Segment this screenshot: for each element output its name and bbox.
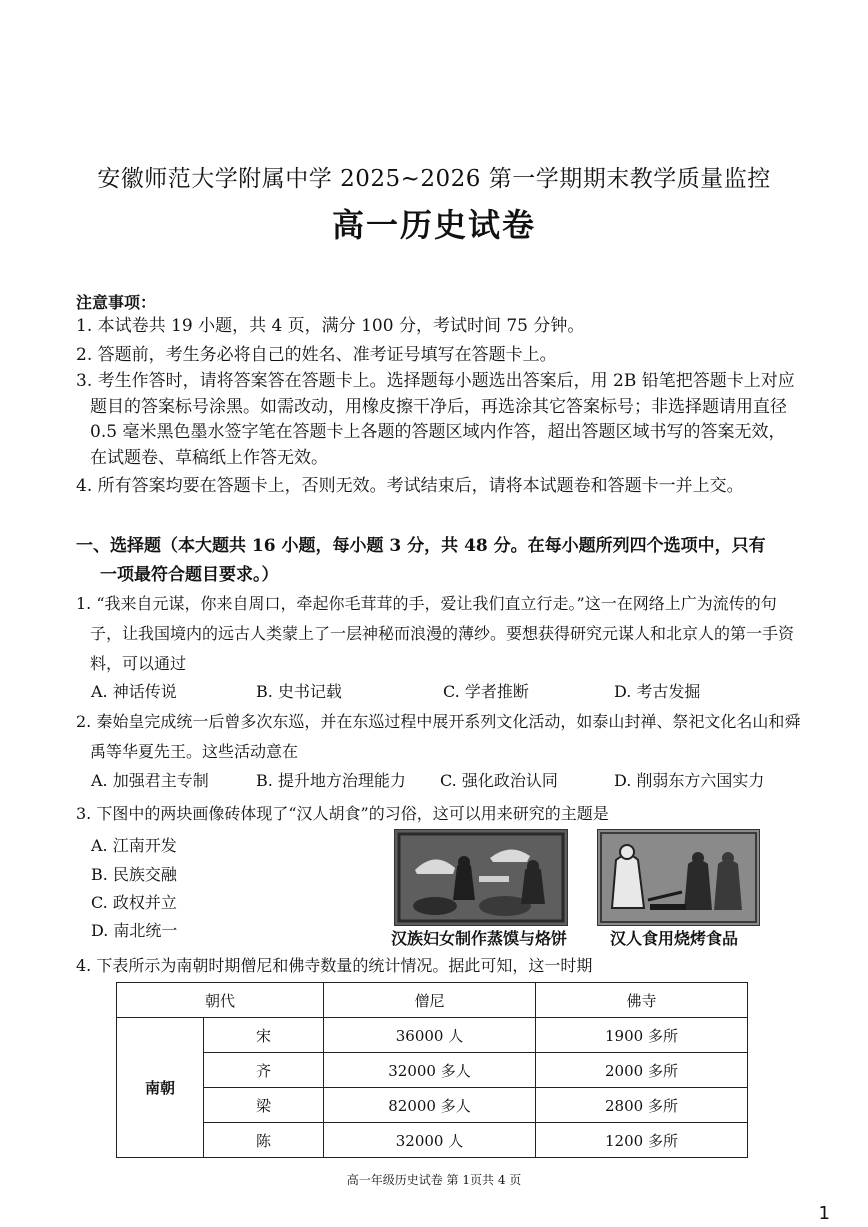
table-row xyxy=(117,1123,748,1158)
brick-image-cooking xyxy=(394,829,568,926)
section-heading: 一、选择题（本大题共 16 小题，每小题 3 分，共 48 分。在每小题所列四个选项中，只有 一项最符合题目要求。） xyxy=(76,536,766,585)
table-group-label: 南朝 xyxy=(117,1018,204,1158)
q2-option-a: A. 加强君主专制 xyxy=(91,771,209,790)
note-item: 3. 考生作答时，请将答案答在答题卡上。选择题每小题选出答案后，用 2B 铅笔把答题卡上对应题目的答案标号涂黑。如需改动，用橡皮擦干净后，再选涂其它答案标号；非选择题请用直径 0.5 毫米黑色墨水签字笔在答题卡上各题的答题区域内作答，超出答题区域书写的答案无效，在试题卷、草稿纸上作答无效。 xyxy=(76,371,795,468)
table-header-dynasty: 朝代 xyxy=(117,983,324,1018)
q3-option-c: C. 政权并立 xyxy=(91,893,177,912)
page-footer: 高一年级历史试卷 第 1页共 4 页 xyxy=(346,1173,522,1187)
table-row xyxy=(117,1053,748,1088)
table-cell-monks: 36000 人 xyxy=(324,1018,536,1053)
note-item: 2. 答题前，考生务必将自己的姓名、准考证号填写在答题卡上。 xyxy=(76,345,557,365)
q3-option-b: B. 民族交融 xyxy=(91,865,177,884)
question-3-stem: 3. 下图中的两块画像砖体现了“汉人胡食”的习俗，这可以用来研究的主题是 xyxy=(76,804,609,823)
question-4-stem: 4. 下表所示为南朝时期僧尼和佛寺数量的统计情况。据此可知，这一时期 xyxy=(76,956,593,975)
table-cell-temples: 1900 多所 xyxy=(536,1018,748,1053)
table-cell-temples: 1200 多所 xyxy=(536,1123,748,1158)
table-header-temples: 佛寺 xyxy=(536,983,748,1018)
q1-option-a: A. 神话传说 xyxy=(91,682,177,701)
brick-caption-2: 汉人食用烧烤食品 xyxy=(610,929,739,948)
question-2-stem: 2. 秦始皇完成统一后曾多次东巡，并在东巡过程中展开系列文化活动，如泰山封禅、祭祀文化名山和舜禹等华夏先王。这些活动意在 xyxy=(76,712,801,761)
note-item: 4. 所有答案均要在答题卡上，否则无效。考试结束后，请将本试题卷和答题卡一并上交。 xyxy=(76,476,744,496)
table-cell-monks: 32000 多人 xyxy=(324,1053,536,1088)
q2-option-b: B. 提升地方治理能力 xyxy=(256,771,406,790)
q3-option-a: A. 江南开发 xyxy=(91,836,177,855)
table-header-row xyxy=(117,983,748,1018)
q1-option-d: D. 考古发掘 xyxy=(614,682,701,701)
exam-title: 高一历史试卷 xyxy=(331,206,536,244)
brick-image-cooking-drawing xyxy=(395,830,567,925)
brick-image-grilling xyxy=(597,829,760,926)
table-row xyxy=(117,1088,748,1123)
table-row xyxy=(117,1018,748,1053)
monks-temples-table xyxy=(116,982,748,1158)
table-cell-monks: 32000 人 xyxy=(324,1123,536,1158)
q3-option-d: D. 南北统一 xyxy=(91,921,178,940)
q1-option-c: C. 学者推断 xyxy=(443,682,529,701)
table-cell-temples: 2000 多所 xyxy=(536,1053,748,1088)
note-item: 1. 本试卷共 19 小题，共 4 页，满分 100 分，考试时间 75 分钟。 xyxy=(76,316,585,336)
school-title: 安徽师范大学附属中学 2025~2026 第一学期期末教学质量监控 xyxy=(97,166,771,192)
table-cell-dynasty: 梁 xyxy=(204,1088,324,1123)
question-1-stem: 1. “我来自元谋，你来自周口，牵起你毛茸茸的手，爱让我们直立行走。”这一在网络上广为流传的句子，让我国境内的远古人类蒙上了一层神秘而浪漫的薄纱。要想获得研究元谋人和北京人的第一手资料，可以通过 xyxy=(76,594,795,673)
table-cell-temples: 2800 多所 xyxy=(536,1088,748,1123)
table-cell-dynasty: 宋 xyxy=(204,1018,324,1053)
table-cell-monks: 82000 多人 xyxy=(324,1088,536,1123)
table-header-monks: 僧尼 xyxy=(324,983,536,1018)
page-number: 1 xyxy=(818,1203,830,1224)
q2-option-c: C. 强化政治认同 xyxy=(440,771,558,790)
notes-heading: 注意事项： xyxy=(76,293,157,312)
q2-option-d: D. 削弱东方六国实力 xyxy=(614,771,765,790)
table-cell-dynasty: 齐 xyxy=(204,1053,324,1088)
q1-option-b: B. 史书记载 xyxy=(256,682,342,701)
brick-image-grilling-drawing xyxy=(598,830,759,925)
brick-caption-1: 汉族妇女制作蒸馍与烙饼 xyxy=(391,929,568,948)
table-cell-dynasty: 陈 xyxy=(204,1123,324,1158)
